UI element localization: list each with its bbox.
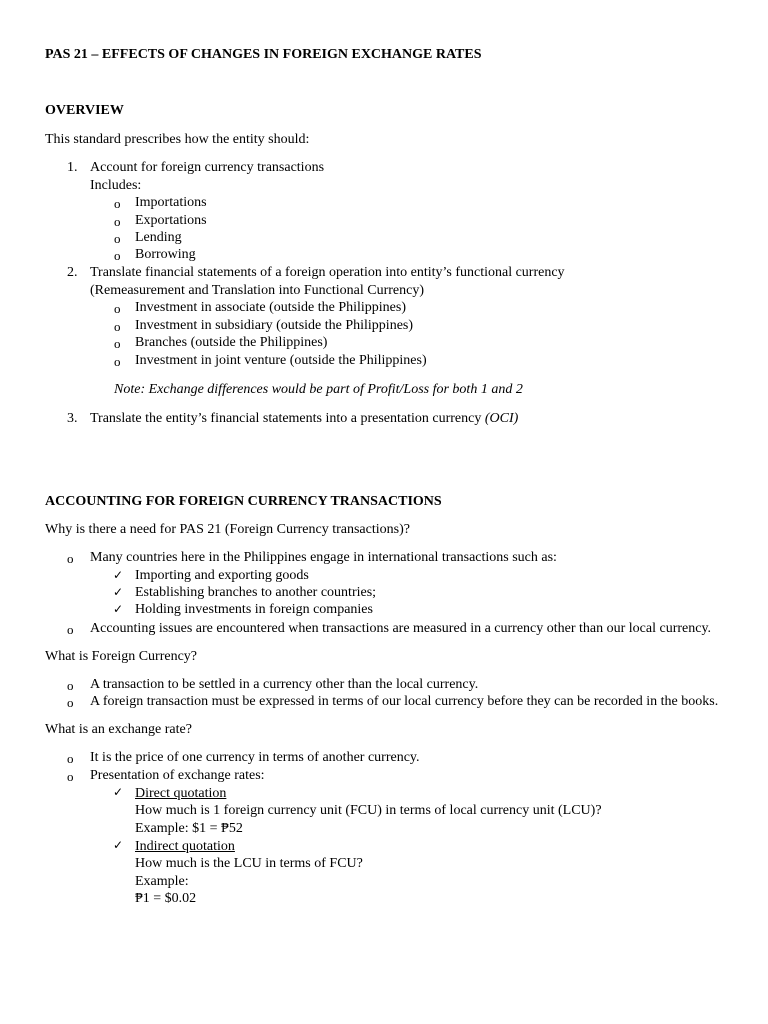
question-why: Why is there a need for PAS 21 (Foreign Currency transactions)? bbox=[45, 522, 410, 537]
question-exchange-rate: What is an exchange rate? bbox=[45, 722, 192, 737]
item2-bullet: Investment in subsidiary (outside the Philippines) bbox=[135, 318, 414, 333]
item2-bullet: Branches (outside the Philippines) bbox=[135, 335, 328, 350]
direct-quotation-example: Example: $1 = ₱52 bbox=[135, 821, 243, 836]
bullet-icon: o bbox=[114, 196, 121, 211]
item1-text: Account for foreign currency transactions bbox=[90, 160, 325, 175]
bullet-icon: o bbox=[114, 248, 121, 263]
item2-sub: (Remeasurement and Translation into Functional Currency) bbox=[90, 283, 424, 298]
why-check-item: Holding investments in foreign companies bbox=[135, 602, 373, 617]
item1-bullet: Importations bbox=[135, 195, 207, 210]
item3-text bbox=[90, 410, 518, 427]
why-bullet: Accounting issues are encountered when transactions are measured in a currency other than our local currency. bbox=[90, 621, 712, 636]
bullet-icon: o bbox=[114, 336, 121, 351]
indirect-quotation-label: Indirect quotation bbox=[135, 839, 235, 854]
item1-sub: Includes: bbox=[90, 178, 142, 193]
item1-bullet: Exportations bbox=[135, 213, 207, 228]
bullet-icon: o bbox=[67, 622, 74, 637]
bullet-icon: o bbox=[114, 214, 121, 229]
check-icon: ✓ bbox=[113, 568, 124, 582]
bullet-icon: o bbox=[67, 769, 74, 784]
check-icon: ✓ bbox=[113, 838, 124, 852]
exchange-rate-bullet: Presentation of exchange rates: bbox=[90, 768, 265, 783]
item2-bullet: Investment in joint venture (outside the Philippines) bbox=[135, 353, 427, 368]
foreign-currency-bullet: A transaction to be settled in a currency other than the local currency. bbox=[90, 677, 479, 692]
bullet-icon: o bbox=[114, 319, 121, 334]
bullet-icon: o bbox=[67, 551, 74, 566]
item2-number: 2. bbox=[67, 265, 78, 280]
overview-intro: This standard prescribes how the entity should: bbox=[45, 132, 310, 147]
check-icon: ✓ bbox=[113, 785, 124, 799]
item1-bullet: Borrowing bbox=[135, 247, 196, 262]
item2-note: Note: Exchange differences would be part of Profit/Loss for both 1 and 2 bbox=[114, 382, 523, 397]
check-icon: ✓ bbox=[113, 585, 124, 599]
item3-number: 3. bbox=[67, 411, 78, 426]
exchange-rate-bullet: It is the price of one currency in terms of another currency. bbox=[90, 750, 420, 765]
foreign-currency-bullet: A foreign transaction must be expressed in terms of our local currency before they can be recorded in the books. bbox=[90, 694, 719, 709]
bullet-icon: o bbox=[67, 695, 74, 710]
indirect-quotation-example: ₱1 = $0.02 bbox=[135, 891, 197, 906]
item1-number: 1. bbox=[67, 160, 78, 175]
item3-oci: (OCI) bbox=[484, 411, 519, 426]
bullet-icon: o bbox=[114, 231, 121, 246]
item1-bullet: Lending bbox=[135, 230, 182, 245]
why-bullet: Many countries here in the Philippines engage in international transactions such as: bbox=[90, 550, 557, 565]
why-check-item: Establishing branches to another countries; bbox=[135, 585, 377, 600]
item2-text: Translate financial statements of a foreign operation into entity’s functional currency bbox=[90, 265, 565, 280]
page-title: PAS 21 – EFFECTS OF CHANGES IN FOREIGN EXCHANGE RATES bbox=[45, 47, 482, 62]
bullet-icon: o bbox=[114, 354, 121, 369]
direct-quotation-desc: How much is 1 foreign currency unit (FCU) in terms of local currency unit (LCU)? bbox=[135, 803, 602, 818]
accounting-heading: ACCOUNTING FOR FOREIGN CURRENCY TRANSACTIONS bbox=[45, 494, 442, 509]
bullet-icon: o bbox=[114, 301, 121, 316]
indirect-quotation-desc: How much is the LCU in terms of FCU? bbox=[135, 856, 363, 871]
bullet-icon: o bbox=[67, 751, 74, 766]
overview-heading: OVERVIEW bbox=[45, 103, 124, 118]
item2-bullet: Investment in associate (outside the Philippines) bbox=[135, 300, 407, 315]
indirect-quotation-example-label: Example: bbox=[135, 874, 189, 889]
direct-quotation-label: Direct quotation bbox=[135, 786, 227, 801]
check-icon: ✓ bbox=[113, 602, 124, 616]
bullet-icon: o bbox=[67, 678, 74, 693]
why-check-item: Importing and exporting goods bbox=[135, 568, 309, 583]
item3-label: Translate the entity’s financial statements into a presentation currency bbox=[90, 411, 482, 426]
question-foreign-currency: What is Foreign Currency? bbox=[45, 649, 198, 664]
